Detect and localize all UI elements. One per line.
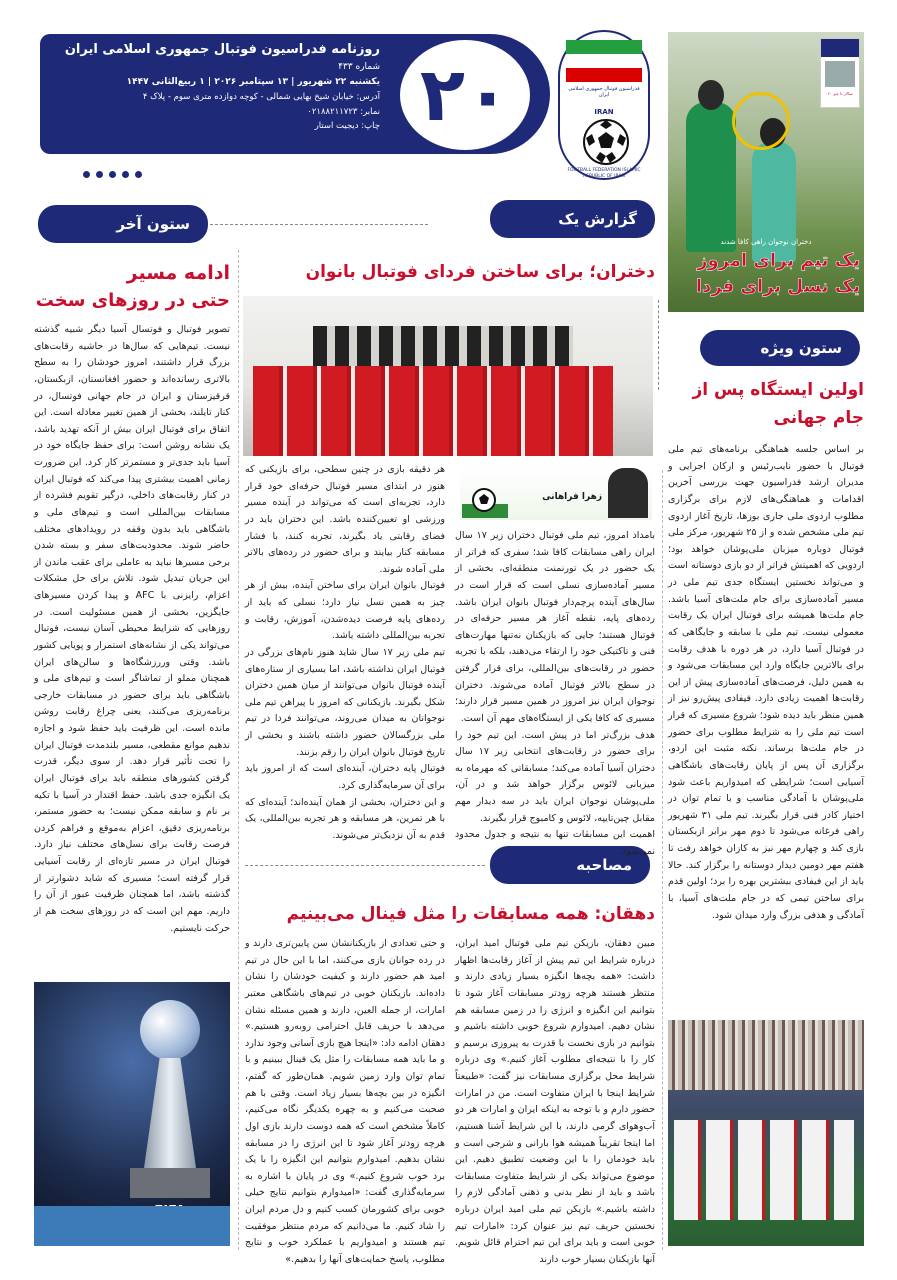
interview-col-2: و حتی تعدادی از بازیکنانشان سن پایین‌تری دارند و در رده جوانان بازی می‌کنند، اما با این حال در تیم امید هم حضور دارند و کیفیت خودشان را نشان داده‌اند. بازیکنان خوبی در تیم‌های باشگاهی معتبر امارات، از جمله العین، دارند و همین مسئله نشان می‌دهد با حریف قابل احترامی روبه‌رو هستیم.» دهقان ادامه داد: «اینجا هیچ بازی آسانی وجود ندارد و ما باید همه مسابقات را مثل یک فینال ببینیم و با تمام توان وارد زمین شویم. همان‌طور که گفتم، انگیزه در بین بچه‌ها بسیار زیاد است. وقتی با هم صحبت می‌کنیم و به چهره یکدیگر نگاه می‌کنیم، کاملاً مشخص است که همه دوست دارند بازی اول هرچه زودتر آغاز شود تا این انرژی را در مسابقه نشان بدهیم. امیدوارم بتوانیم این انگیزه را با یک برد خوب شروع کنیم.» وی در پایان با اشاره به سرمایه‌گذاری گفت: «امیدوارم بتوانیم نتایج خیلی خوبی برای کشورمان کسب کنیم و دل مردم ایران را شاد کنیم. ما می‌دانیم که مردم منتظر موفقیت تیم هستند و امیدواریم با عملکرد خوب و نتایج مطلوب، پاسخ حمایت‌های آنها را بدهیم.» — [245, 938, 445, 1265]
report-author-box — [460, 468, 652, 520]
futsal-trophy-photo — [34, 982, 230, 1246]
last-column-body: تصویر فوتبال و فوتسال آسیا دیگر شبیه گذشته نیست. تیم‌هایی که سال‌ها در حاشیه رقابت‌های بزرگ قرار داشتند، امروز خودشان را به سطح بالاتری رسانده‌اند و حضور افغانستان، ازبکستان، قرقیزستان و ایران در جام جهانی فوتسال، در کنار تایلند، بخشی از همین تغییر معادله است. این اتفاق برای فوتبال ایران بیش از آنکه تهدید باشد، یک نشانه روشن است: برای حفظ جایگاه خود در آسیا باید جدی‌تر و مستمرتر کار کرد. این ضرورت زمانی اهمیت بیشتری پیدا می‌کند که فوتبال ایران در کنار رقابت‌های داخلی، درگیر تقویم فشرده از مسابقات بین‌المللی است و تیم‌های ملی و باشگاهی باید بدون وقفه در رویدادهای مختلف حاضر شوند. محدودیت‌های سفر و بسته شدن برخی مسیرها نباید به عاملی برای عقب ماندن از این جریان تبدیل شود. تلاش برای حل مشکلات اعزام، رایزنی با AFC و پیدا کردن مسیرهای جایگزین، بخشی از همین مسئولیت است. در روزهایی که شرایط محیطی آسان نیست، فوتبال می‌تواند یکی از نشانه‌های استمرار و پویایی کشور باشد. وقتی وررزشگاه‌ها و سالن‌های ایران همچنان مملو از تماشاگر است و تیم‌های ملی و باشگاهی باید برای حضور در مسابقات خارجی برنامه‌ریزی می‌کنند، یعنی چراغ رقابت روشن مانده است. این ظرفیت باید حفظ شود و اجازه ندهیم موانع مقطعی، مسیر بلندمدت فوتبال ایران را تحت تأثیر قرار دهد. از سوی دیگر، قدرت گرفتن کشورهای منطقه باید برای فوتبال ایران یک انگیزه جدی باشد. حفظ اقتدار در آسیا با تکیه بر نام و سابقه ممکن نیست؛ به حضور مستمر، برنامه‌ریزی دقیق، اعزام به‌موقع و فراهم کردن فرصت رقابت برای نسل‌های مختلف نیاز دارد. فوتبال ایران در مسیر تازه‌ای از رقابت آسیایی قرار گرفته است؛ مسیری که شاید دشوارتر از گذشته باشد، اما همچنان ظرفیت عبور از آن را داریم. مهم این است که در روزهای سخت هم از حرکت نایستیم. — [34, 324, 230, 934]
rule-left — [238, 250, 239, 1250]
masthead-address: آدرس: خیابان شیخ بهایی شمالی - کوچه دوازده متری سوم - پلاک ۴ — [142, 92, 380, 102]
cover-player-left — [686, 102, 736, 252]
cover-mini-front-page — [820, 38, 860, 108]
emblem-fa-text: فدراسیون فوتبال جمهوری اسلامی ایران — [568, 86, 640, 98]
grass-ball-icon — [462, 482, 508, 518]
report-col-1: بامداد امروز، تیم ملی فوتبال دختران زیر ۱۷ سال ایران راهی مسابقات کافا شد؛ سفری که فراتر از یک حضور در یک تورنمنت منطقه‌ای، بخشی از مسیر آماده‌سازی نسلی است که قرار است در سال‌های آینده پرچم‌دار فوتبال بانوان ایران باشد. رده‌های پایه، نقطه آغاز هر مسیر حرفه‌ای در فوتبال هستند؛ جایی که بازیکنان نه‌تنها مهارت‌های فنی و تاکتیکی خود را ارتقاء می‌دهند، بلکه با تجربه حضور در رقابت‌های بین‌المللی، برای قرار گرفتن در سطح بالاتر فوتبال آماده می‌شوند. دختران نوجوان ایران نیز امروز در همین مسیر قرار دارند؛ مسیری که کافا یکی از ایستگاه‌های مهم آن است. هدف بزرگ‌تر اما در پیش است. این تیم خود را برای حضور در رقابت‌های انتخابی زیر ۱۷ سال دختران آسیا آماده می‌کند؛ مسابقاتی که مهرماه به میزبانی لائوس برگزار خواهد شد و در آن، ملی‌پوشان نوجوان ایران باید در سه دیدار مهم مقابل چین‌تایپه، لائوس و کامبوج قرار بگیرند. اهمیت این مسابقات تنها به نتیجه و جدول محدود نمی‌شود. — [455, 530, 655, 857]
masthead-date: یکشنبه ۲۲ شهریور | ۱۳ سپتامبر ۲۰۲۶ | ۱ ربیع‌الثانی ۱۴۴۷ — [126, 77, 380, 87]
emblem-flag-green — [566, 40, 642, 54]
section-report-pill — [490, 200, 655, 238]
special-headline-2: جام جهانی — [773, 408, 864, 428]
court-floor — [34, 1206, 230, 1246]
emblem-flag-white — [566, 54, 642, 68]
trophy-base — [130, 1168, 210, 1198]
report-team-photo — [243, 296, 653, 456]
rule-right — [662, 470, 663, 1250]
emblem-flag-red — [566, 68, 642, 82]
report-team-back-row — [313, 326, 573, 366]
masthead-issue: شماره ۴۳۳ — [338, 62, 380, 72]
cover-headline-1: یک تیم برای امروز — [697, 250, 860, 271]
section-interview-label: مصاحبه — [576, 856, 632, 874]
report-col-2: هر دقیقه بازی در چنین سطحی، برای بازیکنی که هنوز در ابتدای مسیر فوتبال حرفه‌ای خود قرار دارد، تجربه‌ای است که می‌تواند در آینده مسیر ورزشی او تعیین‌کننده باشد. این دختران باید در فضای رقابتی یاد بگیرند، تجربه کنند، با فشار مسابقه کنار بیایند و برای حضور در رده‌های بالاتر ملی آماده شوند. فوتبال بانوان ایران برای ساختن آینده، بیش از هر چیز به همین نسل نیاز دارد؛ نسلی که باید از رده‌های پایه فرصت دیده‌شدن، آموزش، رقابت و تجربه بین‌المللی داشته باشد. تیم ملی زیر ۱۷ سال شاید هنوز نام‌های بزرگی در فوتبال ایران نداشته باشد، اما بسیاری از ستاره‌های آینده فوتبال بانوان می‌توانند از میان همین دختران شکل بگیرند. بازیکنانی که امروز با پیراهن تیم ملی نوجوانان به میدان می‌روند، می‌توانند فردا در تیم ملی بزرگسالان حضور داشته باشند و بخشی از تاریخ فوتبال بانوان ایران را رقم بزنند. فوتبال پایه دختران، آینده‌ای است که از امروز باید برای آن سرمایه‌گذاری کرد. و این دختران، بخشی از همان آینده‌اند؛ آینده‌ای که با هر تمرین، هر مسابقه و هر تجربه بین‌المللی، یک قدم به آن نزدیک‌تر می‌شوند. — [245, 464, 445, 841]
paper-logo — [380, 36, 550, 154]
last-column-headline-2: حتی در روزهای سخت — [35, 290, 230, 311]
last-column-divider — [210, 224, 428, 225]
paper-logo-circle — [400, 40, 530, 150]
report-team-front-row — [253, 366, 613, 456]
cover-hoop — [732, 92, 790, 150]
masthead-print: چاپ: دیجیت استار — [314, 121, 380, 131]
section-last-column-pill — [38, 205, 208, 243]
section-special-pill — [700, 330, 860, 366]
cover-headline-2: یک نسل برای فردا — [695, 276, 860, 297]
report-photo-rule — [658, 300, 659, 390]
emblem-en-text: FOOTBALL FEDERATION ISLAMIC REPUBLIC OF IRAN — [567, 168, 641, 179]
cover-player-left-head — [698, 80, 724, 110]
paper-logo-number: ۲۰ — [419, 52, 511, 138]
cover-caption: دختران نوجوان راهی کافا شدند — [720, 238, 812, 246]
federation-emblem — [558, 30, 650, 180]
special-body: بر اساس جلسه هماهنگی برنامه‌های تیم ملی فوتبال با حضور نایب‌رئیس و ارکان اجرایی و مدیران ارشد فدراسیون جهت بررسی آخرین اقدامات و هماهنگی‌های لازم برای برگزاری مطلوب اردوی ملی جاری بوزها، تاریخ آغاز اردوی تیم ملی مشخص شده و از ۲۵ شهریور، مرکز ملی فوتبال دوباره میزبان ملی‌پوشان خواهد بود؛ اردویی که اهمیتش فراتر از دو بازی دوستانه است و می‌تواند نخستین ایستگاه جدی تیم ملی در مسیر آماده‌سازی برای جام ملت‌های آسیا باشد. جام ملت‌ها همیشه برای فوتبال ایران یک رقابت معمولی نیست. تیم ملی با سابقه و جایگاهی که در فوتبال آسیا دارد، در هر دوره با هدف رقابت برای بالاترین جایگاه وارد این مسابقات می‌شود و به همین دلیل، فرصت‌های آماده‌سازی پیش از این رقابت‌ها اهمیت زیادی دارد. فیفادی پیش‌رو نیز از همین منظر باید دیده شود؛ شروع مسیری که قرار است تیم ملی را به شرایط مطلوب برای حضور در جام ملت‌ها برساند. نکته مثبت این اردو، برگزاری آن پس از پایان رقابت‌های باشگاهی آسیایی است؛ شرایطی که امیدواریم باعث شود ملی‌پوشان با آمادگی مناسب و با تمام توان در اختیار کادر فنی قرار بگیرند. تیم ملی ۳۱ شهریور راهی فرغانه می‌شود تا دوم مهر برابر ازبکستان بازی کند و چهارم مهر نیز به کازان خواهد رفت تا هفتم مهر دومین دیدار دوستانه را برگزار کند. حالا باید از این فیفادی بیشترین بهره را برد؛ اولین قدم برای ساختن تیمی که در جام ملت‌های آسیا، با آمادگی و هدفی بزرگ وارد میدان شود. — [668, 444, 864, 921]
section-special-label: ستون ویژه — [760, 339, 842, 357]
interview-divider — [245, 865, 485, 866]
masthead-title: روزنامه فدراسیون فوتبال جمهوری اسلامی ایران — [64, 42, 380, 57]
report-headline: دختران؛ برای ساختن فردای فوتبال بانوان — [305, 262, 655, 282]
report-author-name: زهرا فراهانی — [542, 492, 602, 502]
national-team-photo — [668, 1020, 864, 1246]
report-author-photo — [608, 468, 648, 518]
masthead-dots — [80, 163, 145, 182]
trophy-ball — [140, 1000, 200, 1060]
football-icon — [582, 118, 630, 166]
interview-headline: دهقان: همه مسابقات را مثل فینال می‌بینیم — [286, 904, 655, 924]
section-last-column-label: ستون آخر — [116, 215, 190, 233]
cover-photo — [668, 32, 864, 312]
trophy-stem — [144, 1058, 196, 1168]
crowd — [668, 1020, 864, 1090]
cover-mini-label: سالار نا چیز ۲۰ — [827, 91, 853, 96]
masthead-fax: نمابر: ۰۲۱۸۸۲۱۱۷۲۳ — [307, 107, 380, 117]
emblem-iran-text: IRAN — [594, 108, 614, 116]
last-column-headline-1: ادامه مسیر — [126, 262, 230, 284]
masthead-text — [60, 40, 380, 133]
section-report-label: گزارش یک — [558, 210, 637, 228]
interview-col-1: مبین دهقان، بازیکن تیم ملی فوتبال امید ایران، درباره شرایط این تیم پیش از آغاز رقابت‌ها اظهار داشت: «همه بچه‌ها انگیزه بسیار زیادی دارند و منتظر هستند هرچه زودتر مسابقات آغاز شود تا بتوانیم این انگیزه و انرژی را در زمین مسابقه هم نشان دهیم. امیدوارم شروع خوبی داشته باشیم و بتوانیم در بازی نخست با قدرت به پیروزی برسیم و کار را با نتیجه‌ای مطلوب آغاز کنیم.» وی درباره شرایط محل برگزاری مسابقات نیز گفت: «طبیعتاً شرایط اینجا با ایران متفاوت است. من در امارات حضور دارم و با توجه به اینکه ایران و امارات هر دو آب‌وهوای گرمی دارند، با این شرایط آشنا هستیم، اما اینجا تقریباً همیشه هوا بارانی و شرجی است و باید خودمان را با این وضعیت تطبیق دهیم. این موضوع می‌تواند یکی از شرایط متفاوت مسابقات باشد و باید از نظر بدنی و ذهنی آمادگی لازم را داشته باشیم.» بازیکن تیم ملی امید ایران درباره نخستین حریف تیم نیز عنوان کرد: «امارات تیم خوبی است و باید برای این تیم احترام قائل شویم. آنها بازیکنان بسیار خوب دارند — [455, 938, 655, 1265]
special-headline-1: اولین ایستگاه پس از — [692, 380, 864, 400]
players-white — [674, 1120, 854, 1220]
